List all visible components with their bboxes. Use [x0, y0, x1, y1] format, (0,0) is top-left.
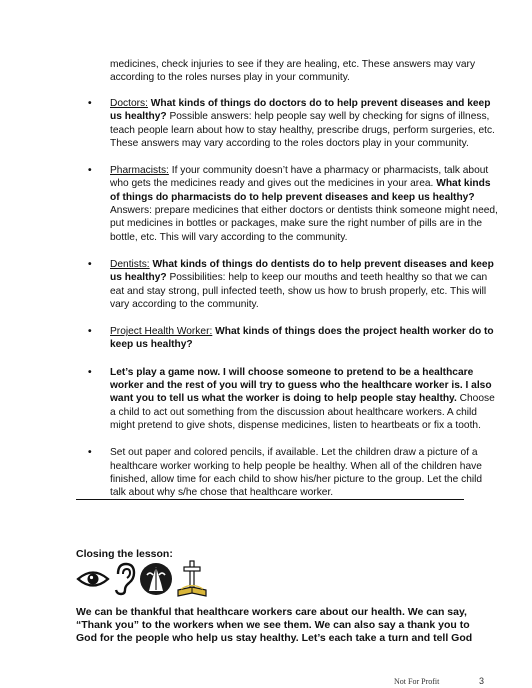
bullet-icon: • — [88, 98, 92, 109]
list-item-project-health-worker — [88, 325, 498, 352]
closing-icons — [76, 563, 208, 599]
item-answer: Answers: prepare medicines that either doctors or dentists think someone might need, put medicines in bottles or packages, make sure the right number of pills are in the bottle, etc. This will vary according to the community. — [110, 205, 498, 243]
list-item-game — [88, 366, 498, 432]
item-question: What kinds of things do pharmacists do to help prevent diseases and keep us healthy? — [110, 178, 491, 203]
item-question: What kinds of things does the project health worker do to keep us healthy? — [110, 326, 494, 351]
item-answer: Possibilities: help to keep our mouths and teeth healthy so that we can eat and stay strong, pull infected teeth, show us how to brush properly, etc. This will vary according to the community. — [110, 272, 488, 310]
item-lead: Doctors: — [110, 98, 148, 109]
item-lead: Dentists: — [110, 258, 150, 270]
worker-list — [88, 97, 498, 513]
section-divider — [76, 499, 464, 500]
bullet-icon: • — [88, 258, 92, 270]
cross-bible-icon — [176, 560, 208, 603]
intro-continuation: medicines, check injuries to see if they are healing, etc. These answers may vary according to the roles nurses play in your community. — [110, 59, 476, 84]
bullet-icon: • — [88, 326, 92, 338]
bullet-icon: • — [88, 165, 92, 177]
praying-hands-icon — [138, 561, 174, 602]
item-intro: If your community doesn’t have a pharmacy or pharmacists, talk about who gets the medicines ready and gives out the medicines in your area. — [110, 165, 489, 190]
eye-icon — [76, 568, 110, 595]
closing-paragraph: We can be thankful that healthcare workers care about our health. We can say, “Thank you” to the workers when we see them. We can also say a thank you to God for the people who help us stay healthy. Let’s each take a turn and tell God — [76, 606, 473, 645]
item-lead: Pharmacists: — [110, 165, 169, 177]
list-item-pharmacists — [88, 164, 498, 244]
item-text: Set out paper and colored pencils, if available. Let the children draw a picture of a healthcare worker working to help people be healthy. When all of the children have finished, allow time for each child to show his/her picture to the group. Let the child talk about why s/he chose that healthcare worker. — [110, 447, 483, 499]
page-number: 3 — [479, 676, 485, 686]
item-question: What kinds of things do dentists do to help prevent diseases and keep us healthy? — [110, 258, 494, 284]
list-item-doctors — [88, 97, 498, 150]
list-item-drawing — [88, 446, 498, 499]
item-text: Choose a child to act out something from the discussion about healthcare workers. A child might pretend to give shots, dispense medicines, listen to heartbeats or fix a tooth. — [110, 393, 495, 431]
item-question: What kinds of things do doctors do to help prevent diseases and keep us healthy? — [110, 98, 491, 123]
item-answer: Possible answers: help people say well by checking for signs of illness, teach people learn about how to stay healthy, prescribe drugs, perform surgeries, etc. These answers may vary according to the roles doctors play in your community. — [110, 111, 495, 149]
closing-heading: Closing the lesson: — [76, 548, 173, 560]
bullet-icon: • — [88, 447, 92, 459]
bullet-icon: • — [88, 366, 92, 378]
footer-text: Not For Profit — [394, 677, 440, 686]
item-lead: Project Health Worker: — [110, 326, 213, 338]
item-bold-text: Let’s play a game now. I will choose someone to pretend to be a healthcare worker and the rest of you will try to guess who the healthcare worker is. I also want you to tell us what the worker is doing to help people stay healthy. — [110, 366, 492, 405]
list-item-dentists — [88, 258, 498, 311]
ear-icon — [112, 562, 136, 601]
